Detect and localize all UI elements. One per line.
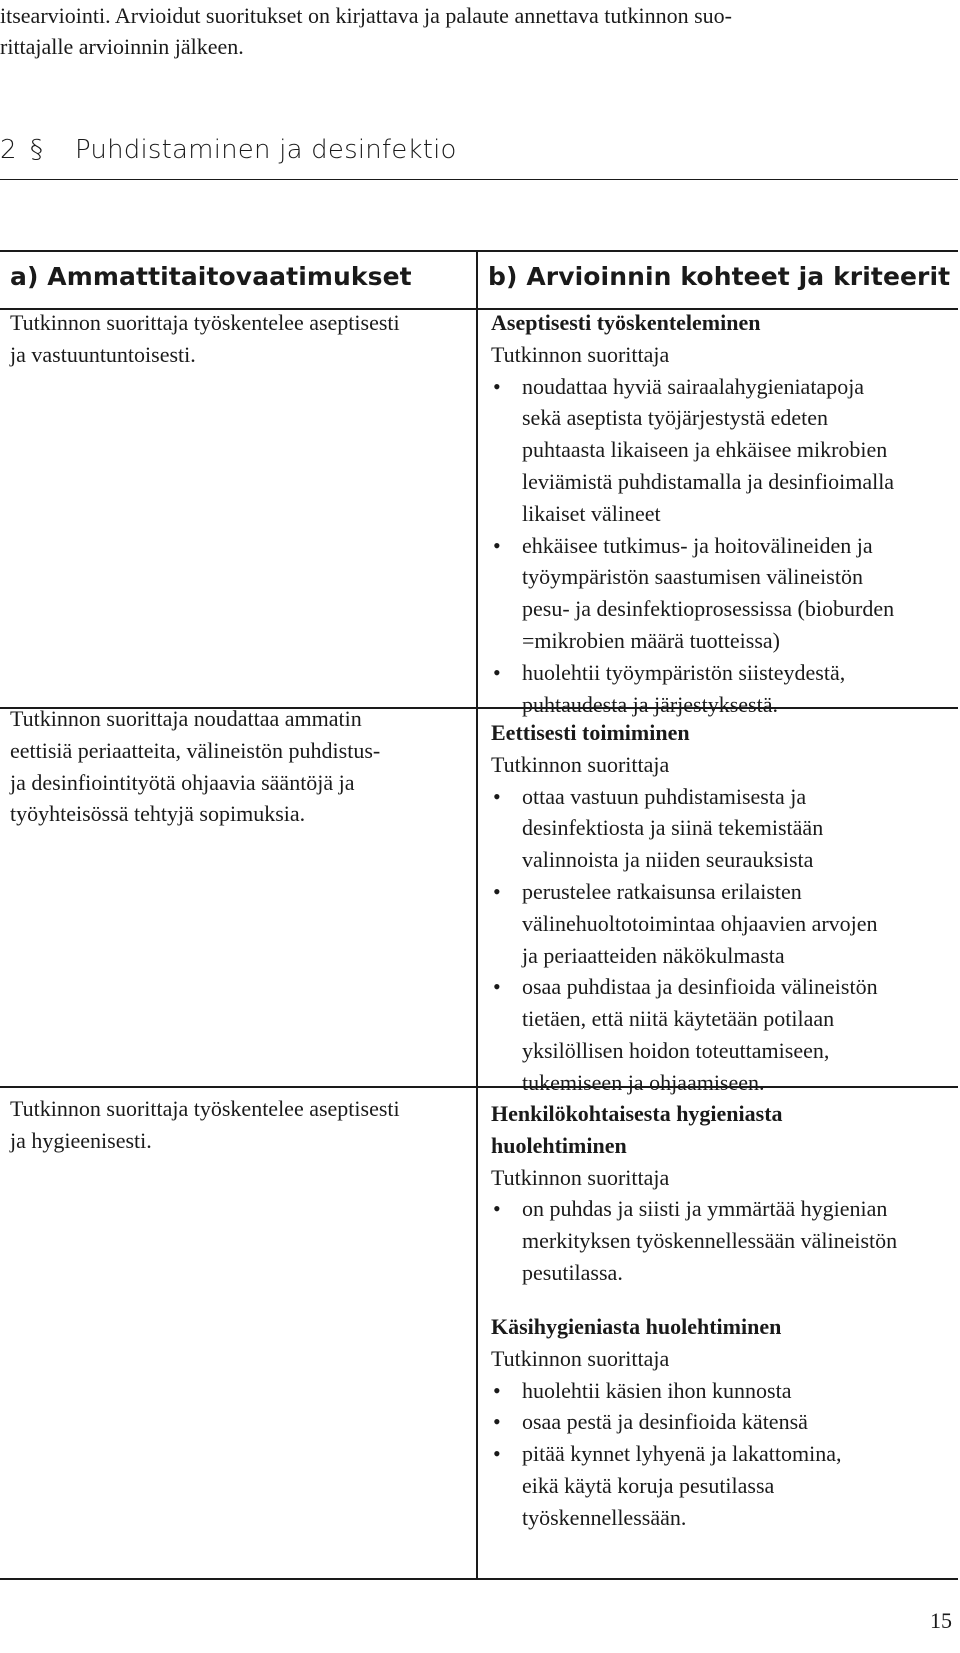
criteria-cell <box>491 717 878 1099</box>
bullet-item <box>491 1438 842 1533</box>
criteria-title: Käsihygieniasta huolehtiminen <box>491 1314 782 1339</box>
requirement-line: Tutkinnon suorittaja noudattaa ammatin <box>10 706 362 731</box>
requirement-line: Tutkinnon suorittaja työskentelee aseptisesti <box>10 1096 400 1121</box>
criteria-subject: Tutkinnon suorittaja <box>491 1164 670 1190</box>
requirement-line: ja desinfiointityötä ohjaavia sääntöjä ja <box>10 769 355 795</box>
bullet-line: yksilöllisen hoidon toteuttamiseen, <box>522 1037 830 1063</box>
bullet-item <box>491 971 878 1098</box>
bullet-line: työympäristön saastumisen välineistön <box>522 564 863 590</box>
bullet-line: ottaa vastuun puhdistamisesta ja <box>522 783 807 809</box>
bullet-line: ja periaatteiden näkökulmasta <box>522 942 785 968</box>
bullet-line: tukemiseen ja ohjaamiseen. <box>522 1069 765 1095</box>
criteria-title: Henkilökohtaisesta hygieniasta <box>491 1101 783 1126</box>
bullet-line: likaiset välineet <box>522 500 661 526</box>
bullet-dot: • <box>493 532 501 558</box>
criteria-title: Eettisesti toimiminen <box>491 720 690 745</box>
bullet-item <box>491 1193 897 1288</box>
criteria-title: huolehtiminen <box>491 1132 627 1158</box>
criteria-subject: Tutkinnon suorittaja <box>491 751 670 777</box>
criteria-subject: Tutkinnon suorittaja <box>491 1345 670 1371</box>
bullet-line: sekä aseptista työjärjestystä edeten <box>522 405 829 431</box>
bullet-line: työskennellessään. <box>522 1504 687 1530</box>
section-number: 2 <box>0 135 17 165</box>
intro-line: rittajalle arvioinnin jälkeen. <box>0 34 244 59</box>
intro-paragraph <box>0 0 945 62</box>
bullet-line: huolehtii käsien ihon kunnosta <box>522 1377 792 1403</box>
bullet-line: osaa pestä ja desinfioida kätensä <box>522 1409 808 1435</box>
bullet-item <box>491 1375 842 1407</box>
bullet-dot: • <box>493 659 501 685</box>
bullet-line: välinehuoltotoimintaa ohjaavien arvojen <box>522 910 878 936</box>
bullet-line: tietäen, että niitä käytetään potilaan <box>522 1006 835 1032</box>
bullet-item <box>491 876 878 971</box>
bullet-line: puhtaudesta ja järjestyksestä. <box>522 691 778 717</box>
section-title: Puhdistaminen ja desinfektio <box>75 135 457 165</box>
bullet-line: noudattaa hyviä sairaalahygieniatapoja <box>522 373 865 399</box>
bullet-dot: • <box>493 373 501 399</box>
bullet-line: osaa puhdistaa ja desinfioida välineistön <box>522 974 878 1000</box>
section-heading <box>0 133 958 180</box>
intro-line: itsearviointi. Arvioidut suoritukset on kirjattava ja palaute annettava tutkinnon suo- <box>0 3 732 28</box>
bullet-line: =mikrobien määrä tuotteissa) <box>522 627 780 653</box>
criteria-cell <box>491 307 894 720</box>
bullet-dot: • <box>493 1409 501 1435</box>
bullet-line: valinnoista ja niiden seurauksista <box>522 847 814 873</box>
bullet-line: ehkäisee tutkimus- ja hoitovälineiden ja <box>522 532 873 558</box>
bullet-item <box>491 530 894 657</box>
page-number: 15 <box>930 1608 952 1633</box>
bullet-item <box>491 1406 842 1438</box>
criteria-subject: Tutkinnon suorittaja <box>491 341 670 367</box>
requirement-cell <box>10 1093 400 1157</box>
bullet-line: huolehtii työympäristön siisteydestä, <box>522 659 846 685</box>
bullet-dot: • <box>493 783 501 809</box>
bullet-item <box>491 657 894 721</box>
criteria-cell <box>491 1311 842 1534</box>
bullet-line: perustelee ratkaisunsa erilaisten <box>522 878 802 904</box>
requirement-line: työyhteisössä tehtyjä sopimuksia. <box>10 801 306 827</box>
bullet-dot: • <box>493 974 501 1000</box>
requirement-cell <box>10 307 400 371</box>
bullet-line: puhtaasta likaiseen ja ehkäisee mikrobien <box>522 437 888 463</box>
criteria-title: Aseptisesti työskenteleminen <box>491 310 761 335</box>
bullet-item <box>491 781 878 876</box>
bullet-line: pitää kynnet lyhyenä ja lakattomina, <box>522 1441 842 1467</box>
bullet-line: leviämistä puhdistamalla ja desinfioimalla <box>522 468 895 494</box>
requirement-cell <box>10 703 380 830</box>
bullet-dot: • <box>493 878 501 904</box>
column-b-header: b) Arvioinnin kohteet ja kriteerit <box>488 262 951 291</box>
requirement-line: ja vastuuntuntoisesti. <box>10 341 196 367</box>
bullet-dot: • <box>493 1441 501 1467</box>
bullet-dot: • <box>493 1377 501 1403</box>
bullet-line: on puhdas ja siisti ja ymmärtää hygienian <box>522 1196 888 1222</box>
criteria-cell <box>491 1098 897 1289</box>
requirement-line: ja hygieenisesti. <box>10 1127 152 1153</box>
bullet-line: desinfektiosta ja siinä tekemistään <box>522 815 824 841</box>
column-a-header: a) Ammattitaitovaatimukset <box>10 262 412 291</box>
bullet-dot: • <box>493 1196 501 1222</box>
bullet-line: pesu- ja desinfektioprosessissa (bioburden <box>522 596 895 622</box>
bullet-item <box>491 371 894 530</box>
requirement-line: Tutkinnon suorittaja työskentelee aseptisesti <box>10 310 400 335</box>
section-symbol: § <box>30 135 44 165</box>
bullet-line: pesutilassa. <box>522 1259 623 1285</box>
bullet-line: merkityksen työskennellessään välineistön <box>522 1228 898 1254</box>
requirement-line: eettisiä periaatteita, välineistön puhdistus- <box>10 737 381 763</box>
column-divider <box>476 252 478 1578</box>
bullet-line: eikä käytä koruja pesutilassa <box>522 1472 775 1498</box>
